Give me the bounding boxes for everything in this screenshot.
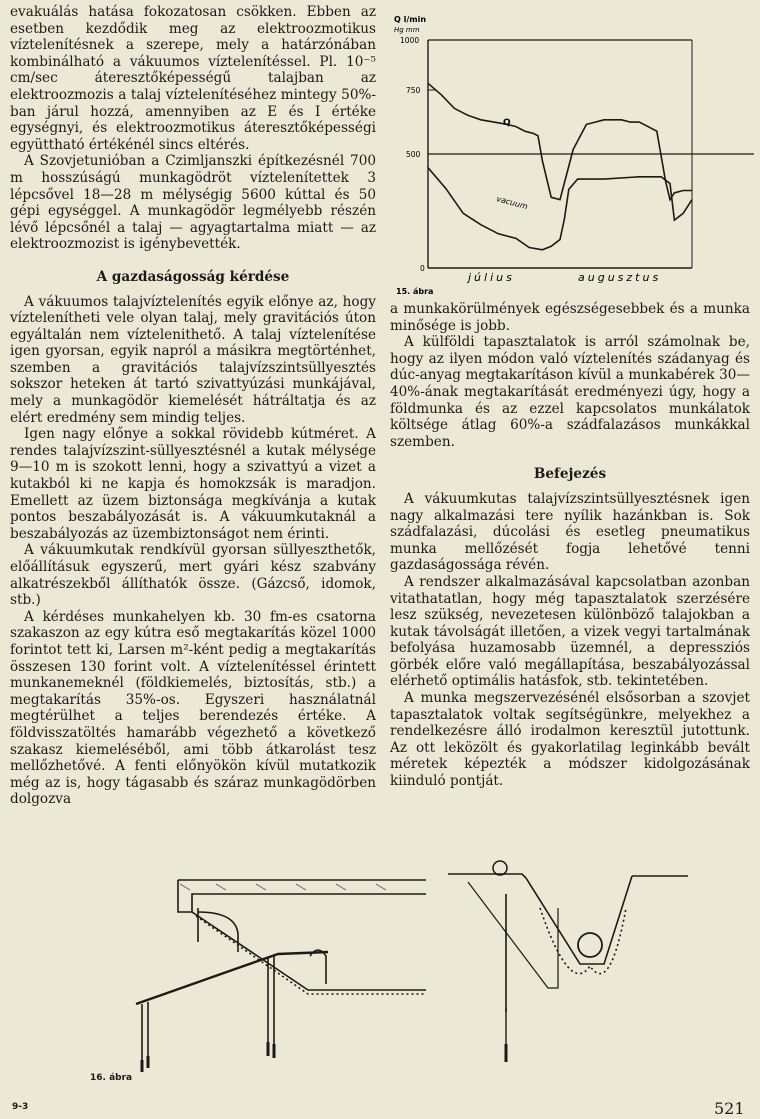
paragraph-conclusion-3: A munka megszervezésénél elsősorban a szovjet tapasztalatok voltak segítségünkre, melyekhez a rendelkezésre álló irodalmon keresztül jutottunk. Az ott leközölt és gyakorlatilag leginkább bevált méretek képezték a módszer kidolgozásának kiinduló pontját. [390,690,750,790]
series-line-vacuum [428,168,692,250]
vacuum-header-pipe [198,912,238,952]
figure-15-chart [392,6,754,296]
tick-label-1000: 1000 [400,36,420,45]
tick-label-500: 500 [406,150,421,159]
figure-16-trench-drawing [96,872,426,1082]
pipe-section-bottom [578,933,602,957]
hatch-mark [256,884,266,890]
paragraph-economy-3: A vákuumkutak rendkívül gyorsan süllyeszthetők, előállításuk egyszerű, mert gyári kész szabvány alkatrészekből állíthatók össze. (Gázcső, idomok, stb.) [10,542,376,609]
paragraph-foreign: A külföldi tapasztalatok is arról számolnak be, hogy az ilyen módon való víztelenítés szádanyag és dúc-anyag megtakarításon kívül a munkabérek 30—40%-ának megtakarítását eredményezi úgy, hogy a földmunka és az ezzel kapcsolatos munkálatok költsége átlag 60%-a szádfalazásos munkákkal szemben. [390,334,750,450]
hatch-mark [336,884,346,890]
section-heading-economy: A gazdaságosság kérdése [96,268,290,285]
paragraph-soviet: A Szovjetunióban a Czimljanszki építkezésnél 700 m hosszúságú munkagödröt víztelenítettek 3 lépcsővel 18—28 m mélységig 5600 kúttal és 50 gépi egységgel. A munkagödör legmélyebb részén lévő lépcsőnél a talaj — agyagtartalma miatt — az elektroozmozist is igénybevették. [10,153,376,253]
hatch-mark [376,884,386,890]
figure-15-caption: 15. ábra [396,287,434,296]
collector-pipe [136,952,328,1004]
y-axis-header: Q l/min [394,15,427,24]
chart-frame [428,40,754,268]
hatch-mark [180,884,190,890]
y-axis-header-2: Hg mm [394,26,420,34]
section-heading-conclusion: Befejezés [533,466,607,483]
ground-surface-left [448,874,526,878]
vacuum-pipe [468,882,558,988]
tick-label-0: 0 [420,264,425,273]
curve-label-vacuum: vacuum [495,194,529,212]
trench-slope [192,912,426,990]
month-label-july: július [468,271,515,284]
series-line-q [428,83,692,199]
sheet-mark: 9-3 [12,1102,29,1112]
hatch-mark [216,884,226,890]
paragraph-intro: evakuálás hatása fokozatosan csökken. Ebben az esetben kezdődik meg az elektroozmotikus víztelenítésnek a szerepe, mely a határzónában kombinálható a vákuumos víztelenítéssel. Pl. 10⁻⁵ cm/sec áteresztőképességű talajban az elektroozmozis a talaj víztelenítéséhez mintegy 50%-ban járul hozzá, amennyiben az E és I értéke egységnyi, és elektroozmotikus áteresztőképességi együttható értékénél sincs eltérés. [10,4,376,153]
curve-label-q: Q [503,118,511,128]
right-text-column [390,301,750,790]
hatch-mark [296,884,306,890]
figure-16-caption: 16. ábra [90,1073,133,1083]
paragraph-continued: a munkakörülmények egészségesebbek és a munka minősége is jobb. [390,301,750,334]
paragraph-conclusion-1: A vákuumkutas talajvízszintsüllyesztésnek igen nagy alkalmazási tere nyílik hazánkban is. Sok szádfalazási, dúcolási és esetleg pneumatikus munka mellőzését fogja lehetővé tenni gazdaságossága révén. [390,490,750,574]
wellpoint-5 [310,950,326,984]
paragraph-conclusion-2: A rendszer alkalmazásával kapcsolatban azonban vitathatatlan, hogy még tapasztalatok szerzésére lesz szükség, nevezetesen különböző talajokban a kutak távolságát illetően, a vizek vegyi tartalmának befolyása huzamosabb üzemnél, a depressziós görbék előre való megállapítása, beszabályozással elérhető optimális hatásfok, stb. tekintetében. [390,573,750,690]
trench-wall [178,880,426,912]
figure-16-cross-section-drawing [440,848,690,1076]
month-label-august: augusztus [578,271,662,284]
pipe-section-top [493,861,507,875]
left-text-column [10,4,376,808]
paragraph-economy-1: A vákuumos talajvíztelenítés egyik előnye az, hogy víztelenítheti vele olyan talaj, mely gravitációs úton egyáltalán nem víztelenithető. A talaj víztelenítése igen gyorsan, egyik napról a másikra megtörténhet, szemben a gravitációs talajvízszintsüllyesztés sokszor heteken át tartó szivattyúzási munkájával, mely a munkagödör kiemelését hátráltatja és az elért eredmény sem mindig teljes. [10,293,376,426]
paragraph-economy-4: A kérdéses munkahelyen kb. 30 fm-es csatorna szakaszon az egy kútra eső megtakarítás közel 1000 forintot tett ki, Larsen m²-ként pedig a megtakarítás összesen 130 forint volt. A víztelenítéssel érintett munkanemeknél (földkiemelés, biztosítás, stb.) a megtakarítás 35%-os. Egyszeri használatnál megtérülhet a teljes berendezés értéke. A földvisszatöltés hamarább végezhető a következő szakasz kiemeléséből, ami több átkarolást tesz mellőzhetővé. A fenti előnyökön kívül mutatkozik még az is, hogy tágasabb és száraz munkagödörben dolgozva [10,608,376,808]
tick-label-750: 750 [406,86,421,95]
paragraph-economy-2: Igen nagy előnye a sokkal rövidebb kútméret. A rendes talajvízszint-süllyesztésnél a kutak mélysége 9—10 m is szokott lenni, hogy a szivattyú a vizet a kutakból ki ne kapja és homokzsák is maradjon. Emellett az üzem biztonsága megkívánja a kutak pontos beszabályozását is. A vákuumkutaknál a beszabályozás az üzembiztonságot nem érinti. [10,426,376,542]
page-number: 521 [714,1099,745,1118]
